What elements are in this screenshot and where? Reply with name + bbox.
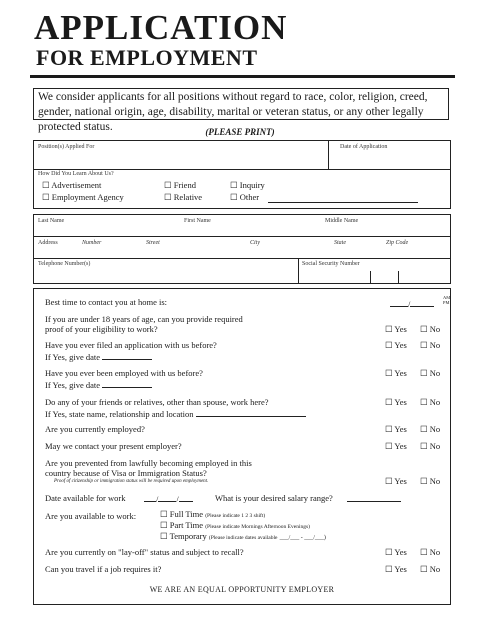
date-available-field[interactable]: / /	[144, 493, 193, 504]
relatives-yes[interactable]: ☐ Yes	[385, 397, 407, 407]
filed-date-label: If Yes, give date	[45, 351, 152, 362]
filed-before-no[interactable]: ☐ No	[420, 340, 441, 350]
under-18-yes[interactable]: ☐ Yes	[385, 324, 407, 334]
checkbox-icon[interactable]: ☐	[230, 180, 238, 190]
employed-before-no[interactable]: ☐ No	[420, 368, 441, 378]
inquiry-option[interactable]: ☐ Inquiry	[230, 180, 265, 190]
name-field[interactable]	[38, 225, 446, 235]
ssn-field[interactable]	[302, 269, 446, 281]
city-label: City	[250, 240, 260, 246]
contact-employer-no[interactable]: ☐ No	[420, 441, 441, 451]
best-time-question: Best time to contact you at home is:	[45, 297, 168, 307]
ssn-label: Social Security Number	[302, 261, 360, 267]
employment-agency-option[interactable]: ☐ Employment Agency	[42, 192, 124, 202]
please-print-note: (PLEASE PRINT)	[205, 127, 275, 137]
form-subtitle: FOR EMPLOYMENT	[36, 45, 258, 70]
currently-employed-no[interactable]: ☐ No	[420, 424, 441, 434]
under-18-no[interactable]: ☐ No	[420, 324, 441, 334]
filed-before-question: Have you ever filed an application with us before?	[45, 340, 217, 350]
best-time-field[interactable]: /	[390, 298, 434, 309]
equal-opportunity-notice: We consider applicants for all positions without regard to race, color, religion, creed, gender, national origin, age, disability, marital or veteran status, or any other legally protected status.	[33, 88, 449, 120]
date-of-application-field[interactable]	[332, 153, 446, 167]
relatives-detail-field[interactable]	[196, 408, 306, 417]
temporary-option[interactable]: ☐ Temporary (Please indicate dates available ___/___ - ___/___)	[160, 531, 326, 541]
date-available-label: Date available for work	[45, 493, 126, 503]
address-label: Address	[38, 240, 58, 246]
employed-date-label: If Yes, give date	[45, 379, 152, 390]
visa-note: Proof of citizenship or immigration status will be required upon employment.	[54, 479, 209, 484]
layoff-question: Are you currently on "lay-off" status and subject to recall?	[45, 547, 244, 557]
visa-no[interactable]: ☐ No	[420, 476, 441, 486]
telephone-field[interactable]	[38, 269, 294, 281]
date-of-application-label: Date of Application	[340, 144, 388, 150]
position-section	[33, 140, 451, 209]
address-field[interactable]	[38, 247, 446, 257]
relatives-question: Do any of your friends or relatives, other than spouse, work here?	[45, 397, 269, 407]
last-name-label: Last Name	[38, 218, 65, 224]
relative-option[interactable]: ☐ Relative	[164, 192, 203, 202]
am-pm-label: AM PM	[443, 295, 451, 305]
under-18-question: If you are under 18 years of age, can you provide required proof of your eligibility to work?	[45, 314, 243, 334]
filed-date-field[interactable]	[102, 351, 152, 360]
salary-question: What is your desired salary range?	[215, 493, 333, 503]
street-label: Street	[146, 240, 160, 246]
middle-name-label: Middle Name	[325, 218, 359, 224]
available-to-work-label: Are you available to work:	[45, 511, 137, 521]
first-name-label: First Name	[184, 218, 211, 224]
friend-option[interactable]: ☐ Friend	[164, 180, 196, 190]
layoff-yes[interactable]: ☐ Yes	[385, 547, 407, 557]
form-title: APPLICATION	[34, 8, 288, 47]
questions-section	[33, 288, 451, 605]
visa-yes[interactable]: ☐ Yes	[385, 476, 407, 486]
layoff-no[interactable]: ☐ No	[420, 547, 441, 557]
salary-field[interactable]	[347, 501, 401, 502]
title-rule	[30, 75, 455, 78]
contact-employer-yes[interactable]: ☐ Yes	[385, 441, 407, 451]
checkbox-icon[interactable]: ☐	[42, 192, 50, 202]
part-time-option[interactable]: ☐ Part Time (Please indicate Mornings Afternoon Evenings)	[160, 520, 310, 530]
checkbox-icon[interactable]: ☐	[42, 180, 50, 190]
contact-employer-question: May we contact your present employer?	[45, 441, 182, 451]
employed-before-question: Have you ever been employed with us before?	[45, 368, 203, 378]
travel-yes[interactable]: ☐ Yes	[385, 564, 407, 574]
number-label: Number	[82, 240, 102, 246]
position-applied-label: Position(s) Applied For	[38, 144, 95, 150]
filed-before-yes[interactable]: ☐ Yes	[385, 340, 407, 350]
currently-employed-question: Are you currently employed?	[45, 424, 145, 434]
how-learn-label: How Did You Learn About Us?	[38, 171, 114, 177]
relatives-no[interactable]: ☐ No	[420, 397, 441, 407]
other-option[interactable]: ☐ Other	[230, 192, 260, 202]
zip-label: Zip Code	[386, 240, 409, 246]
telephone-label: Telephone Number(s)	[38, 261, 91, 267]
position-applied-field[interactable]	[38, 153, 324, 167]
travel-no[interactable]: ☐ No	[420, 564, 441, 574]
checkbox-icon[interactable]: ☐	[230, 192, 238, 202]
employed-date-field[interactable]	[102, 379, 152, 388]
personal-info-section	[33, 214, 451, 284]
visa-question: Are you prevented from lawfully becoming employed in this country because of Visa or Immigration Status?	[45, 458, 252, 478]
full-time-option[interactable]: ☐ Full Time (Please indicate 1 2 3 shift)	[160, 509, 266, 519]
other-field[interactable]	[268, 202, 418, 203]
checkbox-icon[interactable]: ☐	[164, 180, 172, 190]
currently-employed-yes[interactable]: ☐ Yes	[385, 424, 407, 434]
checkbox-icon[interactable]: ☐	[164, 192, 172, 202]
advertisement-option[interactable]: ☐ Advertisement	[42, 180, 102, 190]
state-label: State	[334, 240, 346, 246]
travel-question: Can you travel if a job requires it?	[45, 564, 162, 574]
employed-before-yes[interactable]: ☐ Yes	[385, 368, 407, 378]
equal-opportunity-footer: WE ARE AN EQUAL OPPORTUNITY EMPLOYER	[149, 585, 335, 594]
relatives-detail-label: If Yes, state name, relationship and location	[45, 408, 306, 419]
